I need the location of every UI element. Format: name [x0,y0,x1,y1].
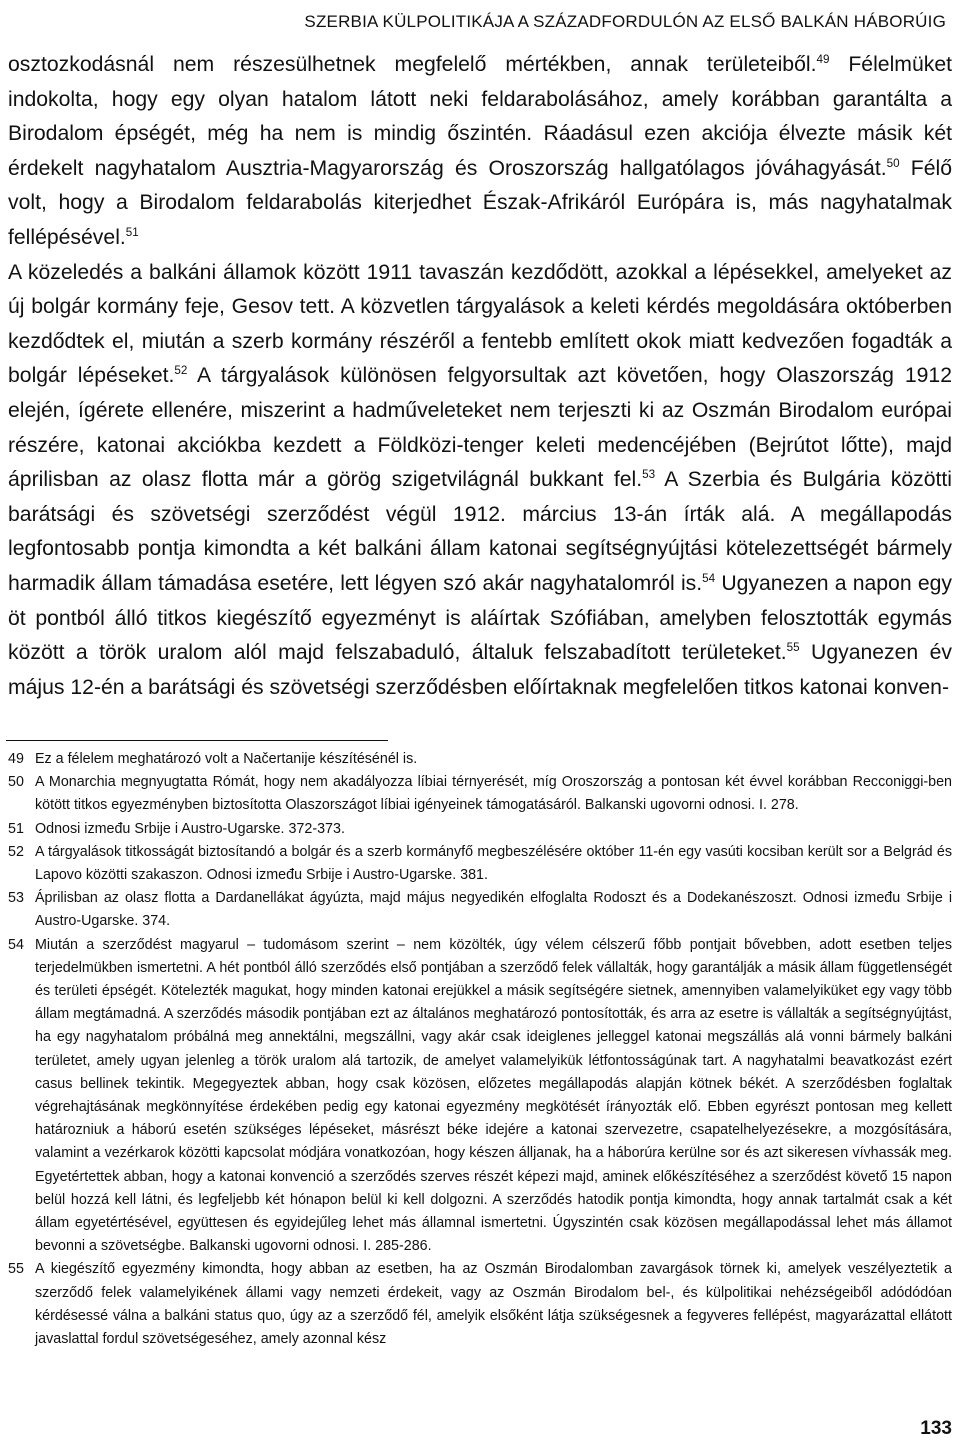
footnote-reference: 50 [886,156,900,170]
footnote-reference: 49 [816,52,830,66]
footnote-text: Miután a szerződést magyarul – tudomásom szerint – nem közölték, úgy vélem célszerű főbb pontjait bővebben, adott esetben teljes terjedelmükben ismertetni. A hét pontból álló szerződés első pontjában a szerződő felek vállalták, hogy garantálják a másik állam függetlenségét és területi épségét. Kötelezték magukat, hogy minden katonai erejükkel a másik segítségére sietnek, amennyiben valamelyiküket egy vagy több állam megtámadná. A szerződés második pontjában ezt az általános meghatározó pontosították, és arra az esetre is vállalták a segítségnyújtást, ha egy nagyhatalom próbálná meg annektálni, megszállni, vagy akár csak ideiglenes jelleggel katonai megszállás alá vonni bármely balkáni területet, amely ugyan jelenleg a török uralom alá tartozik, de amelyet valamelyikük létfontosságúnak tart. A nagyhatalmi beavatkozást ezért casus bellinek tekintik. Megegyeztek abban, hogy csak közösen, előzetes megállapodás alapján kötnek békét. A szerződésben foglaltak végrehajtásának megkönnyítése érdekében pedig egy katonai egyezmény megkötését írányozták elő. Ebben egyrészt pontosan meg kellett határozniuk a háború esetén szükséges lépéseket, másrészt béke idejére a katonai szervezetre, csapatelhelyezésekre, a mozgósítására, valamint a vezérkarok közötti kapcsolat módjára vonatkozóan, hogy készen álljanak, ha a háborúra kerülne sor és azt sikeresen vívhassák meg. Egyetértettek abban, hogy a katonai konvenció a szerződés szerves részét képezi majd, aminek előkészítéséhez a szerződést követő 15 napon belül hozzá kell látni, és legfeljebb két hónapon belül ki kell dolgozni. A szerződés hatodik pontja kimondta, hogy annak tartalmát csak a két állam egyetértésével, együttesen és egyidejűleg lehet más államnal ismertetni. Úgyszintén csak közösen megállapodással lehet más államot bevonni a szövetségbe. Balkanski ugovorni odnosi. I. 285-286. [35,936,952,1255]
footnote-reference: 53 [642,468,656,482]
footnotes-section [8,748,952,1351]
footnote-reference: 51 [125,225,139,239]
footnote-number: 55 [8,1261,24,1278]
footnote-text: Odnosi između Srbije i Austro-Ugarske. 372-373. [35,820,345,837]
footnote-text: A tárgyalások titkosságát biztosítandó a bolgár és a szerb kormányfő megbeszélésére október 11-én egy vasúti kocsiban került sor a Belgrád és Lapovo közötti szakaszon. Odnosi između Srbije i Austro-Ugarske. 381. [35,843,952,884]
footnote-item [8,934,952,1259]
footnote-item [8,818,952,841]
body-text-run: A közeledés a balkáni államok között 1911 tavaszán kezdődött, azokkal a lépésekkel, amelyeket az új bolgár kormány feje, Gesov tett. A közvetlen tárgyalások a keleti kérdés megoldására októberben kezdődtek el, miután a szerb kormány részéről a fentebb említett okok miatt kedvezően fogadták a bolgár lépéseket. [8,260,952,388]
footnote-item [8,1258,952,1351]
footnote-reference: 55 [786,641,800,655]
footnote-reference: 52 [174,364,188,378]
footnote-number: 49 [8,751,24,767]
footnote-number: 50 [8,774,24,791]
body-text-run: Félő volt, hogy a Birodalom feldarabolás kiterjedhet Észak-Afrikáról Európára is, más nagyhatalmak fellépésével. [8,156,953,249]
body-text-run: A Szerbia és Bulgária közötti barátsági és szövetségi szerződést végül 1912. március 13-án írták alá. A megállapodás legfontosabb pontja kimondta a két balkáni állam katonai segítségnyújtási kötelezettségét bármely harmadik állam támadása esetére, lett légyen szó akár nagyhatalomról is. [8,468,952,595]
footnote-number: 51 [8,820,24,837]
footnote-number: 53 [8,890,24,907]
page-number: 133 [920,1418,952,1439]
footnote-text: A kiegészítő egyezmény kimondta, hogy abban az esetben, ha az Oszmán Birodalomban zavargások törnek ki, amelyek veszélyeztetik a szerződő felek valamelyikének állami vagy nemzeti érdekeit, vagy az Oszmán Birodalom bel-, és külpolitikai nehézségeiből adódódóan kérdésessé válna a balkáni status quo, úgy az a szerződő fél, amelyik elsőként látja szükségesnek a fegyveres fellépést, magyarázattal ellátott javaslattal fordul szövetségeséhez, amely azonnal kész [35,1261,952,1348]
body-text-run: Ugyanezen év május 12-én a barátsági és szövetségi szerződésben előírtaknak megfelelően titkos katonai konven- [8,641,952,699]
body-paragraph [8,256,952,706]
footnote-number: 54 [8,936,24,953]
footnote-item [8,771,952,817]
body-text-run: A tárgyalások különösen felgyorsultak azt követően, hogy Olaszország 1912 elején, ígérete ellenére, miszerint a hadműveleteket nem terjeszti ki az Oszmán Birodalom európai részére, katonai akciókba kezdett a Földközi-tenger keleti medencéjében (Bejrútot lőtte), majd áprilisban az olasz flotta már a görög szigetvilágnál bukkant fel. [8,364,952,492]
body-paragraph [8,48,952,256]
footnote-item [8,887,952,933]
footnote-text: Ez a félelem meghatározó volt a Načertanije készítésénél is. [35,751,418,767]
footnote-item [8,748,952,771]
footnote-text: A Monarchia megnyugtatta Rómát, hogy nem akadályozza líbiai térnyerését, míg Oroszország a pontosan két évvel korábban Recconiggi-ben kötött titkos egyezményben biztosította Olaszországot líbiai igényeinek támogatásáról. Balkanski ugovorni odnosi. I. 278. [35,774,952,814]
running-header: SZERBIA KÜLPOLITIKÁJA A SZÁZADFORDULÓN AZ ELSŐ BALKÁN HÁBORÚIG [304,12,946,31]
footnote-text: Áprilisban az olasz flotta a Dardanellákat ágyúzta, majd május negyedikén elfoglalta Rodoszt és a Dodekanészoszt. Odnosi između Srbije i Austro-Ugarske. 374. [35,890,952,930]
body-text-run: Félelmüket indokolta, hogy egy olyan hatalom látott neki feldarabolásához, amely korábban garantálta a Birodalom épségét, még ha nem is mindig őszintén. Ráadásul ezen akciója élvezte másik két érdekelt nagyhatalom Ausztria-Magyarország és Oroszország hallgatólagos jóváhagyását. [8,53,952,180]
footnote-number: 52 [8,843,24,860]
body-text-run: Ugyanezen a napon egy öt pontból álló titkos kiegészítő egyezményt is aláírtak Szófiában, amelyben felosztották egymás között a török uralom alól majd felszabaduló, általuk felszabadított területeket. [8,571,952,665]
footnote-reference: 54 [702,571,716,585]
main-text [8,48,952,705]
body-text-run: osztozkodásnál nem részesülhetnek megfelelő mértékben, annak területeiből. [8,53,817,76]
footnote-item [8,841,952,887]
footnote-separator [6,740,388,741]
